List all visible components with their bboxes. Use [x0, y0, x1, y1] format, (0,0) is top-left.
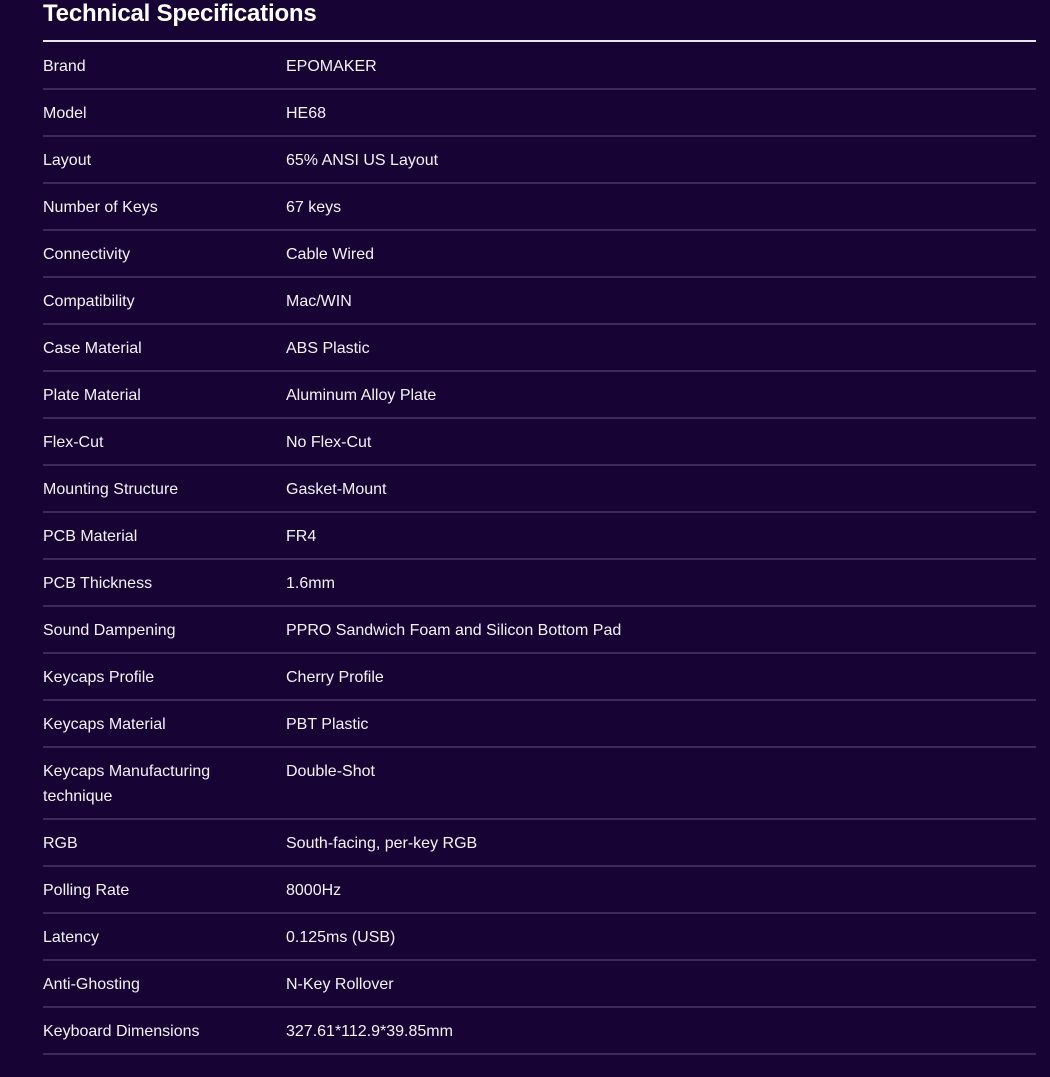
- spec-value-cell: [286, 700, 1036, 747]
- spec-label-cell: [43, 512, 286, 559]
- spec-label: Compatibility: [43, 293, 135, 310]
- spec-label: Mounting Structure: [43, 481, 179, 498]
- spec-row: [43, 183, 1036, 230]
- spec-label: PCB Material: [43, 528, 138, 545]
- spec-label: Number of Keys: [43, 199, 158, 216]
- spec-value-cell: [286, 819, 1036, 866]
- spec-row: [43, 960, 1036, 1007]
- spec-label-cell: [43, 136, 286, 183]
- spec-value: 67 keys: [286, 199, 342, 216]
- spec-label-cell: [43, 1007, 286, 1054]
- spec-label: Brand: [43, 58, 86, 75]
- spec-value-cell: [286, 866, 1036, 913]
- spec-row: [43, 418, 1036, 465]
- spec-label-cell: [43, 819, 286, 866]
- spec-label-cell: [43, 960, 286, 1007]
- spec-row: [43, 653, 1036, 700]
- spec-row: [43, 1007, 1036, 1054]
- spec-label: Sound Dampening: [43, 622, 176, 639]
- spec-value-cell: [286, 913, 1036, 960]
- spec-label: Plate Material: [43, 387, 141, 404]
- spec-label-cell: [43, 230, 286, 277]
- spec-label: Connectivity: [43, 246, 131, 263]
- spec-row: [43, 606, 1036, 653]
- spec-value-cell: [286, 747, 1036, 819]
- spec-label: Flex-Cut: [43, 434, 104, 451]
- spec-label-cell: [43, 866, 286, 913]
- spec-label-cell: [43, 559, 286, 606]
- spec-row: [43, 866, 1036, 913]
- spec-label-cell: [43, 42, 286, 89]
- spec-value-cell: [286, 653, 1036, 700]
- spec-row: [43, 136, 1036, 183]
- spec-value: EPOMAKER: [286, 58, 377, 75]
- spec-label: RGB: [43, 835, 78, 852]
- spec-row: [43, 559, 1036, 606]
- spec-label-cell: [43, 183, 286, 230]
- spec-value-cell: [286, 230, 1036, 277]
- spec-label-cell: [43, 277, 286, 324]
- spec-value: N-Key Rollover: [286, 976, 394, 993]
- spec-label: Layout: [43, 152, 92, 169]
- spec-value: Double-Shot: [286, 763, 375, 780]
- spec-row: [43, 747, 1036, 819]
- spec-value: Aluminum Alloy Plate: [286, 387, 437, 404]
- spec-label-cell: [43, 747, 286, 819]
- spec-value-cell: [286, 465, 1036, 512]
- spec-value-cell: [286, 136, 1036, 183]
- spec-row: [43, 913, 1036, 960]
- spec-label-cell: [43, 700, 286, 747]
- spec-value-cell: [286, 277, 1036, 324]
- spec-label-cell: [43, 913, 286, 960]
- spec-value-cell: [286, 512, 1036, 559]
- spec-value: Mac/WIN: [286, 293, 352, 310]
- spec-row: [43, 512, 1036, 559]
- spec-label: Model: [43, 105, 87, 122]
- spec-row: [43, 324, 1036, 371]
- spec-value-cell: [286, 1007, 1036, 1054]
- spec-label: Case Material: [43, 340, 142, 357]
- spec-label-cell: [43, 418, 286, 465]
- spec-value-cell: [286, 42, 1036, 89]
- spec-value: 327.61*112.9*39.85mm: [286, 1023, 453, 1040]
- spec-label: Latency: [43, 929, 100, 946]
- spec-label-cell: [43, 606, 286, 653]
- spec-value-cell: [286, 606, 1036, 653]
- spec-value-cell: [286, 559, 1036, 606]
- spec-row: [43, 819, 1036, 866]
- spec-value-cell: [286, 371, 1036, 418]
- spec-value: South-facing, per-key RGB: [286, 835, 478, 852]
- section-title: Technical Specifications: [43, 0, 317, 27]
- spec-label-cell: [43, 371, 286, 418]
- spec-row: [43, 89, 1036, 136]
- spec-label-cell: [43, 653, 286, 700]
- spec-value: PBT Plastic: [286, 716, 369, 733]
- spec-table-body: [43, 42, 1036, 1054]
- spec-value: No Flex-Cut: [286, 434, 372, 451]
- spec-label: Keyboard Dimensions: [43, 1023, 200, 1040]
- spec-value-cell: [286, 183, 1036, 230]
- spec-label-cell: [43, 465, 286, 512]
- spec-value: 1.6mm: [286, 575, 335, 592]
- spec-value-cell: [286, 960, 1036, 1007]
- spec-table: [43, 42, 1036, 1055]
- spec-label: Keycaps Profile: [43, 669, 155, 686]
- spec-row: [43, 42, 1036, 89]
- spec-value: 8000Hz: [286, 882, 342, 899]
- spec-value: 65% ANSI US Layout: [286, 152, 439, 169]
- spec-row: [43, 230, 1036, 277]
- spec-value: Cherry Profile: [286, 669, 384, 686]
- spec-value-cell: [286, 324, 1036, 371]
- spec-value: 0.125ms (USB): [286, 929, 396, 946]
- spec-value: ABS Plastic: [286, 340, 370, 357]
- spec-row: [43, 277, 1036, 324]
- spec-row: [43, 371, 1036, 418]
- spec-label: PCB Thickness: [43, 575, 153, 592]
- spec-label: Keycaps Material: [43, 716, 166, 733]
- spec-label-cell: [43, 324, 286, 371]
- spec-label-cell: [43, 89, 286, 136]
- spec-value: FR4: [286, 528, 317, 545]
- spec-row: [43, 465, 1036, 512]
- spec-value: Gasket-Mount: [286, 481, 387, 498]
- spec-value-cell: [286, 418, 1036, 465]
- spec-value-cell: [286, 89, 1036, 136]
- spec-label: Polling Rate: [43, 882, 130, 899]
- spec-label: Keycaps Manufacturing technique: [43, 763, 211, 805]
- spec-label: Anti-Ghosting: [43, 976, 140, 993]
- spec-value: Cable Wired: [286, 246, 375, 263]
- technical-specifications-section: [43, 0, 1036, 1055]
- spec-row: [43, 700, 1036, 747]
- spec-value: HE68: [286, 105, 327, 122]
- spec-value: PPRO Sandwich Foam and Silicon Bottom Pad: [286, 622, 622, 639]
